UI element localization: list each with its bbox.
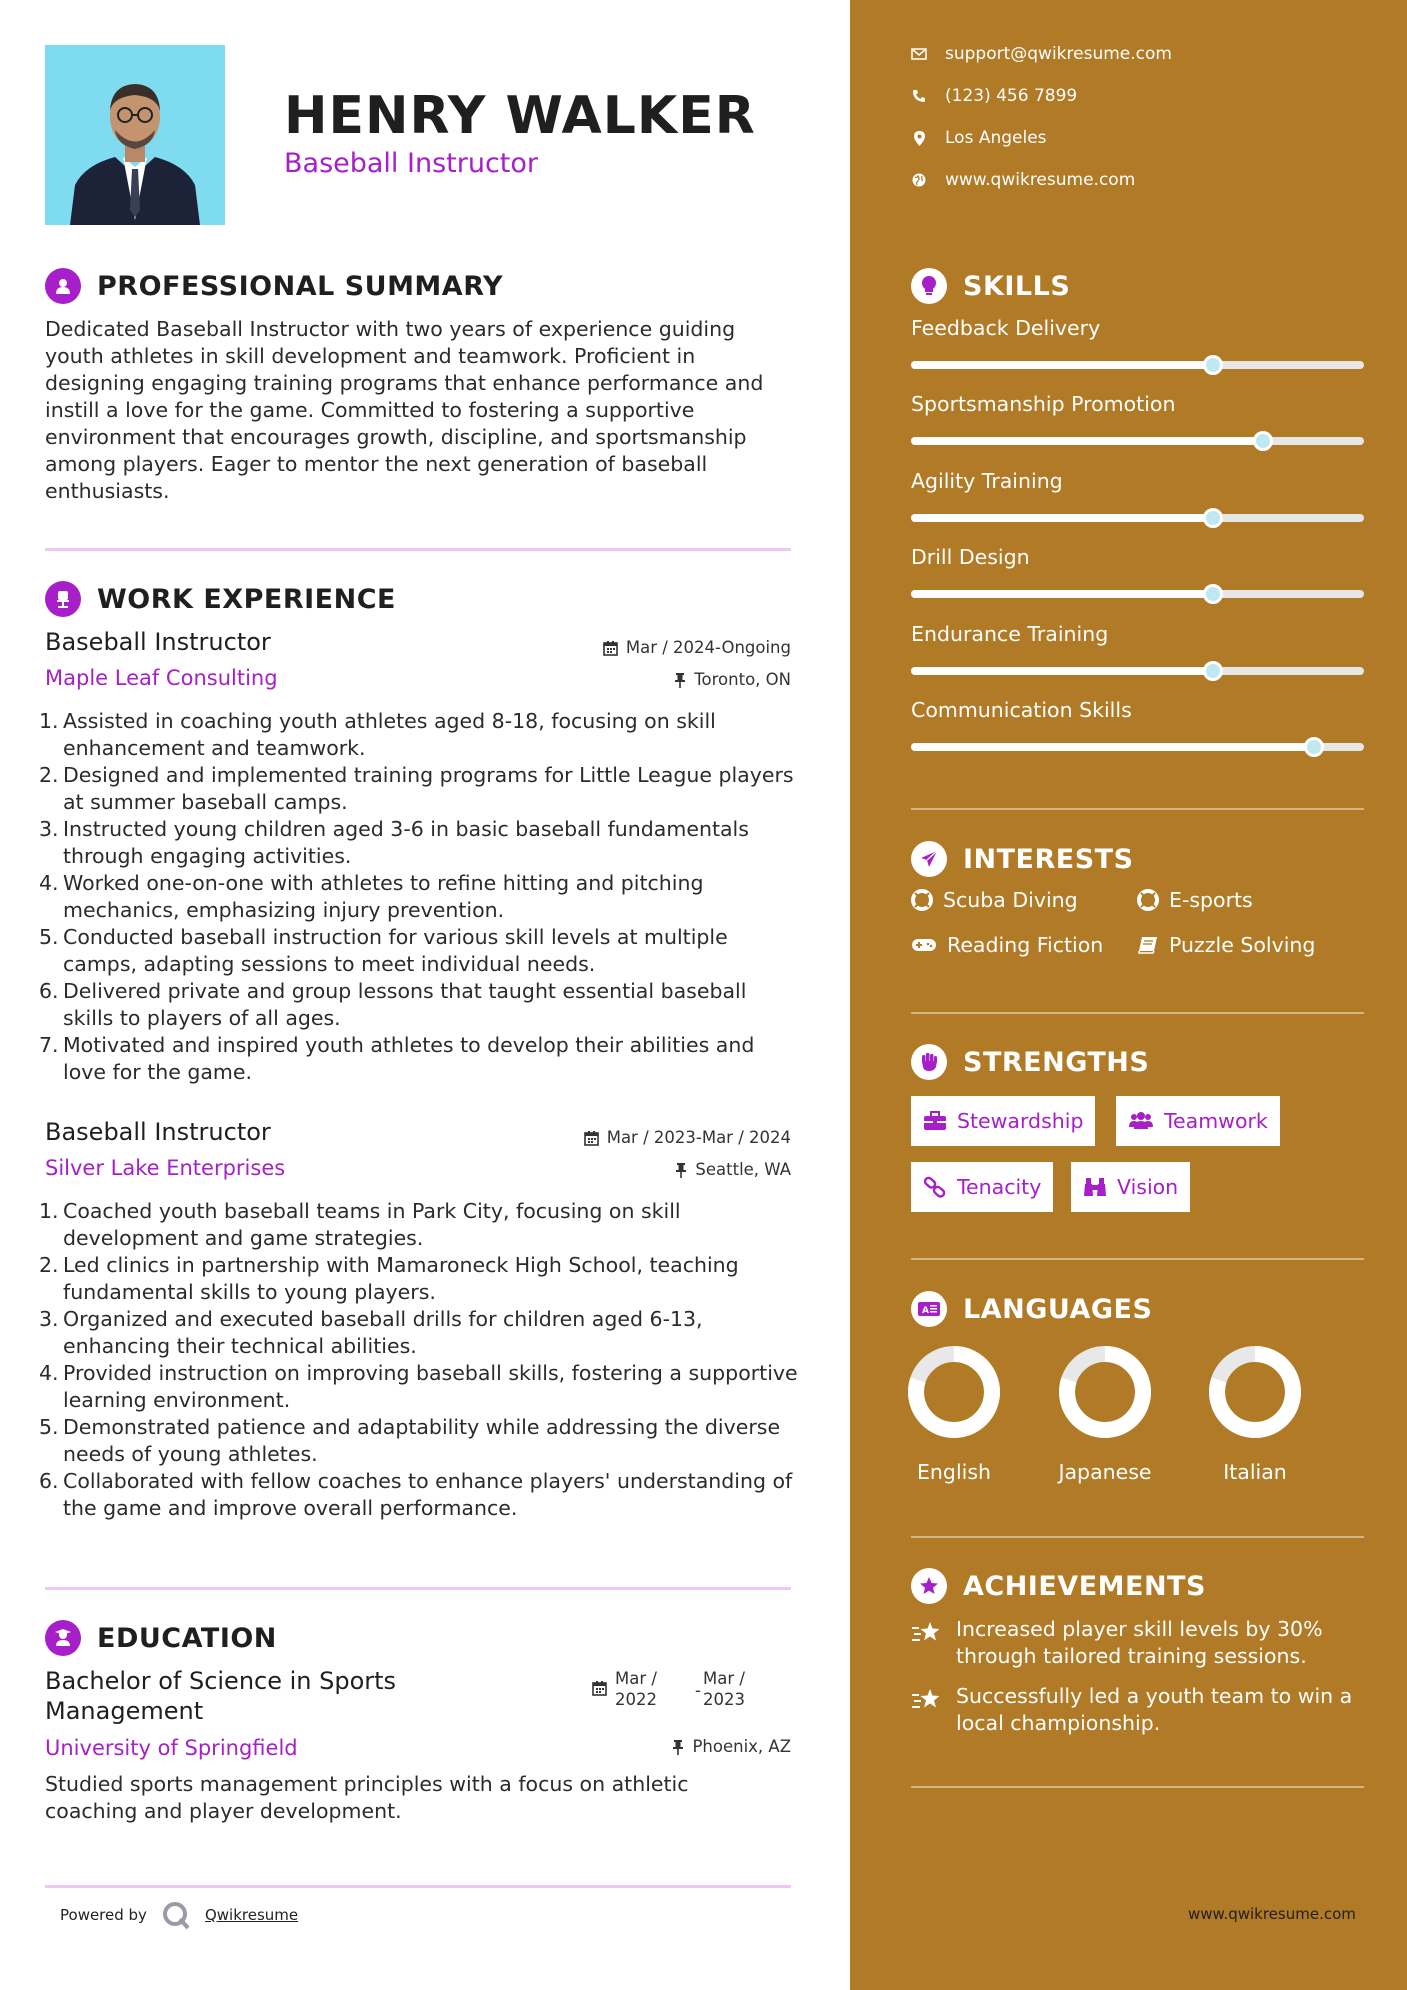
education-location [672,1737,791,1756]
degree-title: Bachelor of Science in Sports Management [45,1667,397,1725]
link-icon [923,1176,947,1198]
skills-header [911,268,1070,304]
job-location [675,1160,791,1179]
interest-label: Scuba Diving [943,888,1078,912]
contact-website [911,170,1135,190]
job-title: Baseball Instructor [45,1118,271,1146]
skill-bar-knob [1253,431,1273,451]
language-item [1045,1344,1165,1484]
phone-text: (123) 456 7899 [945,86,1078,106]
job-location-text: Seattle, WA [695,1160,791,1179]
contact-email [911,44,1172,64]
job-dates [603,638,791,657]
work-header [45,581,396,617]
language-ring [906,1344,1002,1440]
profile-photo [45,45,225,225]
shooting-star-icon [911,1620,943,1646]
binoculars-icon [1083,1176,1107,1198]
list-item: Demonstrated patience and adaptability while addressing the diverse needs of young athletes. [63,1415,781,1466]
language-icon [911,1291,947,1327]
skill-bar [911,514,1364,522]
end-date [703,1668,745,1710]
company-name: Maple Leaf Consulting [45,666,278,690]
person-portrait-icon [45,45,225,225]
location-text: Los Angeles [945,128,1047,148]
interest-label: E-sports [1169,888,1253,912]
skill-bar [911,743,1364,751]
list-item: Worked one-on-one with athletes to refine hitting and pitching mechanics, emphasizing injury prevention. [63,871,704,922]
lifebuoy-icon [911,889,933,911]
achievements-header [911,1568,1206,1604]
list-item: Provided instruction on improving baseball skills, fostering a supportive learning environment. [63,1361,798,1412]
skill-bar-fill [911,361,1213,369]
interest-item [911,888,1078,912]
interests-heading: INTERESTS [963,843,1134,875]
users-icon [1128,1111,1154,1131]
list-item: Conducted baseball instruction for various skill levels at multiple camps, adapting sessions to meet individual needs. [63,925,728,976]
pin-icon [672,1739,684,1755]
candidate-title: Baseball Instructor [284,148,539,179]
shooting-star-icon [911,1687,943,1713]
strength-label: Stewardship [957,1109,1084,1133]
contact-location [911,128,1047,148]
skill-bar [911,667,1364,675]
list-item: Led clinics in partnership with Mamaroneck High School, teaching fundamental skills to young players. [63,1253,739,1304]
language-label: English [916,1460,992,1484]
interests-header [911,841,1134,877]
strength-chip [911,1096,1095,1146]
globe-icon [912,173,926,187]
skill-name: Drill Design [911,545,1030,570]
language-ring [1057,1344,1153,1440]
education-dates [592,1668,745,1710]
strengths-heading: STRENGTHS [963,1046,1150,1078]
education-header [45,1620,277,1656]
email-text[interactable]: support@qwikresume.com [945,44,1172,64]
job-dates-text: Mar / 2023-Mar / 2024 [606,1128,791,1147]
briefcase-icon [923,1111,947,1131]
job-location-text: Toronto, ON [694,670,791,689]
section-divider [911,1536,1364,1538]
skill-name: Endurance Training [911,621,1109,646]
section-divider [911,1012,1364,1014]
skill-bar [911,590,1364,598]
strength-label: Vision [1117,1175,1179,1199]
list-item: Coached youth baseball teams in Park City, focusing on skill development and game strategies. [63,1199,681,1250]
section-divider [45,1587,791,1590]
paper-plane-icon [911,841,947,877]
section-divider [911,1786,1364,1788]
skill-name: Agility Training [911,468,1063,493]
envelope-icon [911,48,927,60]
end-year: 2023 [702,1690,745,1709]
date-separator: - [695,1681,701,1700]
skill-name: Sportsmanship Promotion [911,392,1176,417]
list-item: Organized and executed baseball drills for children aged 6-13, enhancing their technical abilities. [63,1307,703,1358]
company-name: Silver Lake Enterprises [45,1156,286,1180]
skill-bar-knob [1203,584,1223,604]
pin-icon [675,1162,687,1178]
language-label: Japanese [1058,1460,1152,1484]
list-item: Assisted in coaching youth athletes aged 8-18, focusing on skill enhancement and teamwork. [63,709,716,760]
map-marker-icon [914,131,925,146]
strength-label: Tenacity [957,1175,1042,1199]
calendar-icon [584,1130,599,1146]
qwikresume-link[interactable]: Qwikresume [204,1906,299,1924]
powered-by-label: Powered by [60,1906,147,1924]
strength-label: Teamwork [1164,1109,1268,1133]
sidebar [850,0,1407,1990]
interest-label: Puzzle Solving [1169,933,1316,957]
skill-bar-knob [1203,661,1223,681]
list-item: Instructed young children aged 3-6 in basic baseball fundamentals through engaging activities. [63,817,749,868]
language-item [1195,1344,1315,1484]
skill-name: Communication Skills [911,698,1132,722]
job-bullets [63,708,803,1086]
section-divider [911,808,1364,810]
interest-item [911,933,1103,957]
footer-website[interactable]: www.qwikresume.com [1188,1905,1356,1923]
achievements-heading: ACHIEVEMENTS [963,1570,1206,1602]
strengths-header [911,1044,1149,1080]
achievement-text: Increased player skill levels by 30% through tailored training sessions. [956,1617,1323,1668]
website-text[interactable]: www.qwikresume.com [945,170,1136,190]
skill-bar-fill [911,514,1213,522]
skill-bar [911,437,1364,445]
skill-bar-knob [1304,737,1324,757]
star-badge-icon [911,1568,947,1604]
end-month: Mar / [702,1669,745,1688]
achievement-text: Successfully led a youth team to win a local championship. [956,1684,1353,1735]
qwikresume-logo-icon [161,1900,191,1930]
job-location [674,670,791,689]
pin-icon [674,672,686,688]
lightbulb-icon [911,268,947,304]
language-ring [1207,1344,1303,1440]
job-dates-text: Mar / 2024-Ongoing [625,638,791,657]
gamepad-icon [911,937,937,953]
interest-item [1137,888,1253,912]
powered-by [60,1900,298,1930]
list-item: Delivered private and group lessons that taught essential baseball skills to players of all ages. [63,979,747,1030]
lifebuoy-icon [1137,889,1159,911]
job-title: Baseball Instructor [45,628,271,656]
languages-header [911,1291,1152,1327]
skill-name: Feedback Delivery [911,316,1101,340]
school-name: University of Springfield [45,1736,298,1760]
achievement-item [911,1616,1371,1670]
list-item: Designed and implemented training programs for Little League players at summer baseball camps. [63,763,794,814]
language-label: Italian [1223,1460,1287,1484]
education-heading: EDUCATION [97,1622,277,1654]
candidate-name: HENRY WALKER [284,86,756,146]
section-divider [45,548,791,551]
fist-icon [911,1044,947,1080]
phone-icon [912,89,926,103]
graduation-cap-icon [45,1620,81,1656]
list-item: Collaborated with fellow coaches to enhance players' understanding of the game and improve overall performance. [63,1469,793,1520]
summary-text: Dedicated Baseball Instructor with two years of experience guiding youth athletes in skill development and teamwork. Proficient in designing engaging training programs that enhance performance and instill a love for the game. Committed to fostering a supportive environment that encourages growth, discipline, and sportsmanship among players. Eager to mentor the next generation of baseball enthusiasts. [45,317,764,503]
svg-text:A: A [922,1306,929,1316]
skill-bar [911,361,1364,369]
chair-icon [45,581,81,617]
languages-heading: LANGUAGES [963,1293,1153,1325]
skill-bar-knob [1203,355,1223,375]
skill-bar-knob [1203,508,1223,528]
skill-bar-fill [911,590,1213,598]
calendar-icon [603,640,618,656]
start-date [615,1668,657,1710]
list-item: Motivated and inspired youth athletes to develop their abilities and love for the game. [63,1033,755,1084]
language-item [894,1344,1014,1484]
strength-chip [911,1162,1053,1212]
contact-phone [911,86,1077,106]
skills-heading: SKILLS [963,270,1071,302]
work-heading: WORK EXPERIENCE [97,583,396,615]
summary-heading: PROFESSIONAL SUMMARY [97,270,504,302]
book-icon [1137,935,1159,955]
user-icon [45,268,81,304]
education-location-text: Phoenix, AZ [692,1737,791,1756]
skill-bar-fill [911,743,1314,751]
summary-header [45,268,503,304]
job-dates [584,1128,791,1147]
strength-chip [1116,1096,1280,1146]
start-month: Mar / [615,1669,657,1688]
skill-bar-fill [911,667,1213,675]
section-divider [45,1885,791,1888]
education-description: Studied sports management principles with a focus on athletic coaching and player development. [45,1772,689,1823]
strength-chip [1071,1162,1190,1212]
start-year: 2022 [615,1690,657,1709]
interest-item [1137,933,1315,957]
section-divider [911,1258,1364,1260]
interest-label: Reading Fiction [947,933,1104,957]
job-bullets [63,1198,803,1522]
calendar-icon [592,1680,607,1696]
achievement-item [911,1683,1371,1737]
skill-bar-fill [911,437,1263,445]
